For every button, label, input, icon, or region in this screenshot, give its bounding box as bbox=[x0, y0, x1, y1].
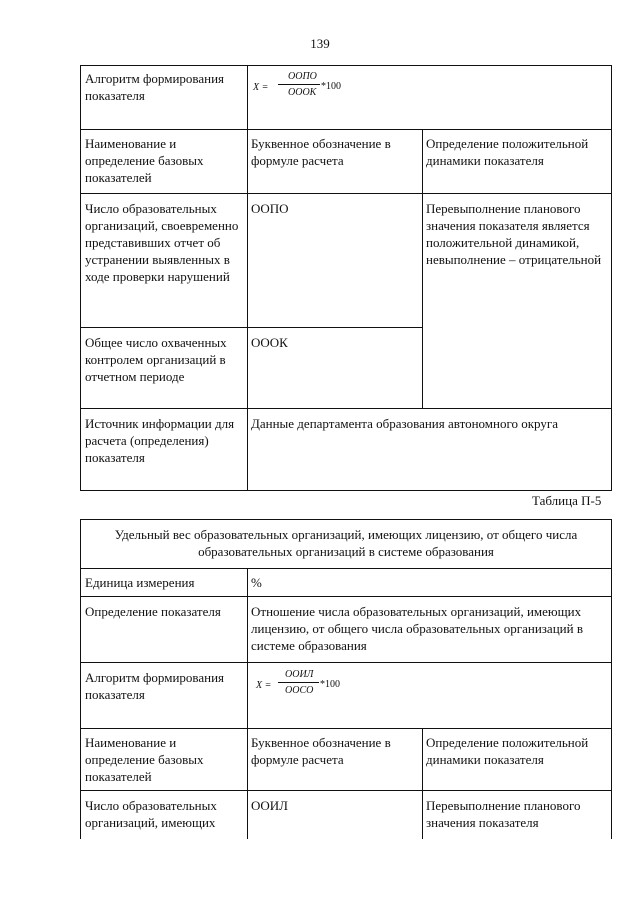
header-letter-designation: Буквенное обозначение в формуле расчета bbox=[251, 136, 391, 168]
formula-lhs: X = bbox=[253, 82, 269, 93]
algorithm-label: Алгоритм формирования показателя bbox=[85, 670, 225, 702]
formula-numerator: ООИЛ bbox=[285, 669, 314, 680]
dynamics-text: Перевыполнение планового значения показателя является положительной динамикой, невыполнение – отрицательной bbox=[426, 201, 602, 267]
row-code: ООПО bbox=[251, 201, 289, 216]
row-name: Число образовательных организаций, имеющих bbox=[85, 798, 217, 830]
table-caption: Таблица П-5 bbox=[532, 493, 602, 508]
header-base-indicators: Наименование и определение базовых показателей bbox=[85, 735, 204, 784]
formula-numerator: ООПО bbox=[288, 71, 317, 82]
row-name: Число образовательных организаций, своевременно представивших отчет об устранении выявленных в ходе проверки нарушений bbox=[85, 201, 239, 284]
header-letter-designation: Буквенное обозначение в формуле расчета bbox=[251, 735, 391, 767]
indicator-title: Удельный вес образовательных организаций, имеющих лицензию, от общего числа образовательных организаций в системе образования bbox=[114, 527, 578, 559]
dynamics-text: Перевыполнение планового значения показателя bbox=[426, 798, 581, 830]
header-base-indicators: Наименование и определение базовых показателей bbox=[85, 136, 204, 185]
formula-denominator: ОООК bbox=[288, 87, 317, 98]
row-code: ОООК bbox=[251, 335, 288, 350]
source-label: Источник информации для расчета (определения) показателя bbox=[85, 416, 235, 465]
definition-label: Определение показателя bbox=[85, 604, 221, 619]
formula-denominator: ООСО bbox=[285, 685, 314, 696]
header-positive-dynamics: Определение положительной динамики показателя bbox=[426, 136, 589, 168]
row-code: ООИЛ bbox=[251, 798, 288, 813]
row-name: Общее число охваченных контролем организаций в отчетном периоде bbox=[85, 335, 227, 384]
algorithm-label: Алгоритм формирования показателя bbox=[85, 71, 225, 103]
formula-lhs: X = bbox=[256, 680, 272, 691]
source-value: Данные департамента образования автономного округа bbox=[251, 416, 558, 431]
unit-label: Единица измерения bbox=[85, 575, 195, 590]
page-number: 139 bbox=[310, 36, 330, 51]
definition-value: Отношение числа образовательных организаций, имеющих лицензию, от общего числа образовательных организаций в системе образования bbox=[251, 604, 583, 653]
formula-multiplier: *100 bbox=[320, 679, 340, 690]
unit-value: % bbox=[251, 575, 262, 590]
header-positive-dynamics: Определение положительной динамики показателя bbox=[426, 735, 589, 767]
formula-multiplier: *100 bbox=[321, 81, 341, 92]
